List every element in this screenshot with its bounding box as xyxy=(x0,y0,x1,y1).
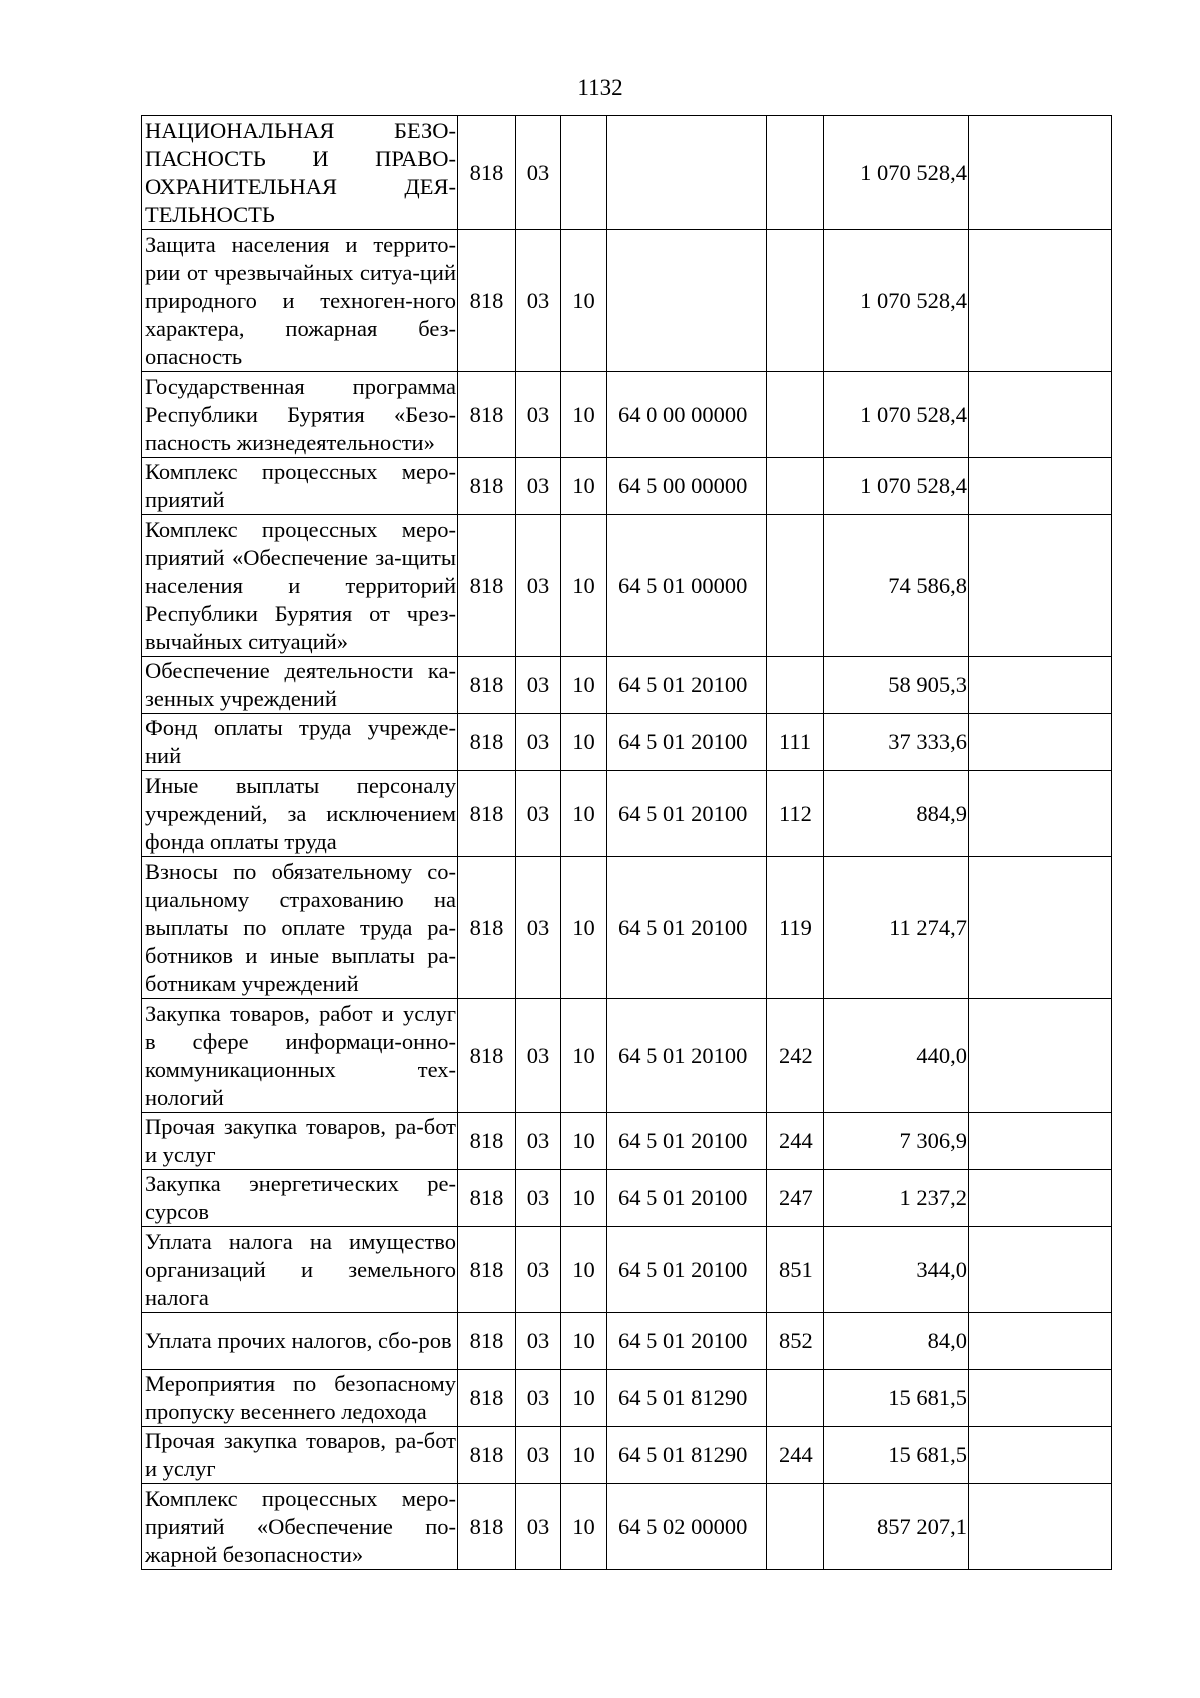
table-row xyxy=(142,1427,1112,1484)
row-extra-cell xyxy=(969,1370,1112,1427)
table-row xyxy=(142,1170,1112,1227)
row-subsection-cell: 10 xyxy=(561,771,607,857)
row-amount-cell: 15 681,5 xyxy=(824,1427,969,1484)
budget-table xyxy=(141,115,1112,1570)
row-extra-cell xyxy=(969,1227,1112,1313)
row-name-cell: Комплекс процессных меро-приятий «Обеспечение за-щиты населения и территорий Республики Бурятия от чрез-вычайных ситуаций» xyxy=(142,515,458,657)
row-ministry-cell: 818 xyxy=(458,1170,516,1227)
row-ministry-cell: 818 xyxy=(458,515,516,657)
row-expense-type-cell: 851 xyxy=(767,1227,824,1313)
row-expense-type-cell: 242 xyxy=(767,999,824,1113)
row-program-cell: 64 5 00 00000 xyxy=(607,458,767,515)
row-name-cell: Мероприятия по безопасному пропуску весеннего ледохода xyxy=(142,1370,458,1427)
row-program-cell: 64 5 01 20100 xyxy=(607,1113,767,1170)
row-program-cell xyxy=(607,230,767,372)
table-row xyxy=(142,230,1112,372)
row-amount-cell: 440,0 xyxy=(824,999,969,1113)
row-amount-cell: 1 070 528,4 xyxy=(824,230,969,372)
row-extra-cell xyxy=(969,1484,1112,1570)
row-section-cell: 03 xyxy=(516,1227,561,1313)
row-subsection-cell: 10 xyxy=(561,1370,607,1427)
table-body xyxy=(142,116,1112,1570)
row-amount-cell: 84,0 xyxy=(824,1313,969,1370)
row-subsection-cell: 10 xyxy=(561,857,607,999)
table-row xyxy=(142,515,1112,657)
row-section-cell: 03 xyxy=(516,515,561,657)
row-program-cell: 64 5 01 20100 xyxy=(607,714,767,771)
row-amount-cell: 857 207,1 xyxy=(824,1484,969,1570)
row-subsection-cell: 10 xyxy=(561,458,607,515)
row-extra-cell xyxy=(969,1427,1112,1484)
row-amount-cell: 884,9 xyxy=(824,771,969,857)
row-extra-cell xyxy=(969,458,1112,515)
row-ministry-cell: 818 xyxy=(458,1113,516,1170)
row-name-cell: Взносы по обязательному со-циальному страхованию на выплаты по оплате труда ра-ботников и иные выплаты ра-ботникам учреждений xyxy=(142,857,458,999)
row-name-cell: НАЦИОНАЛЬНАЯ БЕЗО-ПАСНОСТЬ И ПРАВО-ОХРАНИТЕЛЬНАЯ ДЕЯ-ТЕЛЬНОСТЬ xyxy=(142,116,458,230)
row-subsection-cell: 10 xyxy=(561,714,607,771)
row-extra-cell xyxy=(969,999,1112,1113)
row-expense-type-cell xyxy=(767,458,824,515)
row-ministry-cell: 818 xyxy=(458,372,516,458)
row-program-cell: 64 5 01 20100 xyxy=(607,771,767,857)
row-amount-cell: 1 070 528,4 xyxy=(824,372,969,458)
row-amount-cell: 7 306,9 xyxy=(824,1113,969,1170)
row-name-cell: Комплекс процессных меро-приятий xyxy=(142,458,458,515)
row-expense-type-cell xyxy=(767,372,824,458)
row-amount-cell: 11 274,7 xyxy=(824,857,969,999)
row-expense-type-cell: 119 xyxy=(767,857,824,999)
row-ministry-cell: 818 xyxy=(458,230,516,372)
row-subsection-cell: 10 xyxy=(561,1113,607,1170)
row-program-cell: 64 5 01 81290 xyxy=(607,1427,767,1484)
row-section-cell: 03 xyxy=(516,657,561,714)
row-program-cell: 64 5 01 20100 xyxy=(607,1170,767,1227)
row-amount-cell: 74 586,8 xyxy=(824,515,969,657)
row-expense-type-cell xyxy=(767,657,824,714)
row-expense-type-cell: 852 xyxy=(767,1313,824,1370)
row-extra-cell xyxy=(969,372,1112,458)
row-expense-type-cell: 112 xyxy=(767,771,824,857)
row-program-cell xyxy=(607,116,767,230)
row-program-cell: 64 5 01 81290 xyxy=(607,1370,767,1427)
row-ministry-cell: 818 xyxy=(458,714,516,771)
row-name-cell: Иные выплаты персоналу учреждений, за исключением фонда оплаты труда xyxy=(142,771,458,857)
row-section-cell: 03 xyxy=(516,714,561,771)
row-extra-cell xyxy=(969,1313,1112,1370)
row-section-cell: 03 xyxy=(516,372,561,458)
row-subsection-cell: 10 xyxy=(561,515,607,657)
row-subsection-cell: 10 xyxy=(561,1427,607,1484)
row-extra-cell xyxy=(969,1170,1112,1227)
table-row xyxy=(142,458,1112,515)
table-row xyxy=(142,857,1112,999)
row-section-cell: 03 xyxy=(516,1484,561,1570)
row-ministry-cell: 818 xyxy=(458,1313,516,1370)
row-name-cell: Комплекс процессных меро-приятий «Обеспечение по-жарной безопасности» xyxy=(142,1484,458,1570)
row-ministry-cell: 818 xyxy=(458,657,516,714)
row-amount-cell: 1 237,2 xyxy=(824,1170,969,1227)
row-section-cell: 03 xyxy=(516,230,561,372)
row-extra-cell xyxy=(969,714,1112,771)
row-program-cell: 64 5 01 20100 xyxy=(607,1227,767,1313)
table-row xyxy=(142,1113,1112,1170)
row-ministry-cell: 818 xyxy=(458,771,516,857)
row-subsection-cell: 10 xyxy=(561,1313,607,1370)
row-name-cell: Закупка товаров, работ и услуг в сфере информаци-онно-коммуникационных тех-нологий xyxy=(142,999,458,1113)
row-expense-type-cell xyxy=(767,1370,824,1427)
row-amount-cell: 15 681,5 xyxy=(824,1370,969,1427)
table-row xyxy=(142,771,1112,857)
row-program-cell: 64 5 02 00000 xyxy=(607,1484,767,1570)
row-amount-cell: 58 905,3 xyxy=(824,657,969,714)
row-section-cell: 03 xyxy=(516,1170,561,1227)
row-ministry-cell: 818 xyxy=(458,1370,516,1427)
row-section-cell: 03 xyxy=(516,857,561,999)
table-row xyxy=(142,1313,1112,1370)
row-expense-type-cell xyxy=(767,1484,824,1570)
row-name-cell: Прочая закупка товаров, ра-бот и услуг xyxy=(142,1427,458,1484)
row-ministry-cell: 818 xyxy=(458,857,516,999)
row-program-cell: 64 5 01 20100 xyxy=(607,857,767,999)
row-ministry-cell: 818 xyxy=(458,1484,516,1570)
row-ministry-cell: 818 xyxy=(458,999,516,1113)
row-extra-cell xyxy=(969,857,1112,999)
row-expense-type-cell xyxy=(767,515,824,657)
row-name-cell: Государственная программа Республики Бурятия «Безо-пасность жизнедеятельности» xyxy=(142,372,458,458)
row-amount-cell: 37 333,6 xyxy=(824,714,969,771)
row-extra-cell xyxy=(969,515,1112,657)
row-expense-type-cell: 244 xyxy=(767,1427,824,1484)
row-section-cell: 03 xyxy=(516,1370,561,1427)
row-ministry-cell: 818 xyxy=(458,1427,516,1484)
row-subsection-cell: 10 xyxy=(561,230,607,372)
row-expense-type-cell: 247 xyxy=(767,1170,824,1227)
row-section-cell: 03 xyxy=(516,458,561,515)
row-subsection-cell xyxy=(561,116,607,230)
table-row xyxy=(142,1227,1112,1313)
row-amount-cell: 344,0 xyxy=(824,1227,969,1313)
row-name-cell: Прочая закупка товаров, ра-бот и услуг xyxy=(142,1113,458,1170)
row-name-cell: Уплата прочих налогов, сбо-ров xyxy=(142,1313,458,1370)
row-section-cell: 03 xyxy=(516,771,561,857)
row-name-cell: Защита населения и террито-рии от чрезвычайных ситуа-ций природного и техноген-ного характера, пожарная без-опасность xyxy=(142,230,458,372)
table-row xyxy=(142,999,1112,1113)
row-extra-cell xyxy=(969,771,1112,857)
row-name-cell: Закупка энергетических ре-сурсов xyxy=(142,1170,458,1227)
row-section-cell: 03 xyxy=(516,1313,561,1370)
row-name-cell: Обеспечение деятельности ка-зенных учреждений xyxy=(142,657,458,714)
row-ministry-cell: 818 xyxy=(458,458,516,515)
row-amount-cell: 1 070 528,4 xyxy=(824,458,969,515)
row-extra-cell xyxy=(969,230,1112,372)
row-program-cell: 64 0 00 00000 xyxy=(607,372,767,458)
table-row xyxy=(142,1370,1112,1427)
row-program-cell: 64 5 01 20100 xyxy=(607,657,767,714)
row-subsection-cell: 10 xyxy=(561,657,607,714)
table-row xyxy=(142,1484,1112,1570)
row-extra-cell xyxy=(969,1113,1112,1170)
row-program-cell: 64 5 01 20100 xyxy=(607,999,767,1113)
row-subsection-cell: 10 xyxy=(561,1227,607,1313)
row-section-cell: 03 xyxy=(516,1113,561,1170)
row-extra-cell xyxy=(969,657,1112,714)
row-name-cell: Уплата налога на имущество организаций и земельного налога xyxy=(142,1227,458,1313)
row-ministry-cell: 818 xyxy=(458,116,516,230)
row-section-cell: 03 xyxy=(516,1427,561,1484)
page-number: 1132 xyxy=(577,75,623,100)
row-ministry-cell: 818 xyxy=(458,1227,516,1313)
row-section-cell: 03 xyxy=(516,116,561,230)
table-row xyxy=(142,116,1112,230)
table-row xyxy=(142,714,1112,771)
row-subsection-cell: 10 xyxy=(561,1484,607,1570)
row-subsection-cell: 10 xyxy=(561,999,607,1113)
row-name-cell: Фонд оплаты труда учрежде-ний xyxy=(142,714,458,771)
row-program-cell: 64 5 01 20100 xyxy=(607,1313,767,1370)
row-expense-type-cell: 111 xyxy=(767,714,824,771)
row-section-cell: 03 xyxy=(516,999,561,1113)
table-row xyxy=(142,372,1112,458)
row-extra-cell xyxy=(969,116,1112,230)
row-program-cell: 64 5 01 00000 xyxy=(607,515,767,657)
row-expense-type-cell: 244 xyxy=(767,1113,824,1170)
row-amount-cell: 1 070 528,4 xyxy=(824,116,969,230)
row-subsection-cell: 10 xyxy=(561,1170,607,1227)
row-expense-type-cell xyxy=(767,116,824,230)
row-subsection-cell: 10 xyxy=(561,372,607,458)
table-row xyxy=(142,657,1112,714)
row-expense-type-cell xyxy=(767,230,824,372)
